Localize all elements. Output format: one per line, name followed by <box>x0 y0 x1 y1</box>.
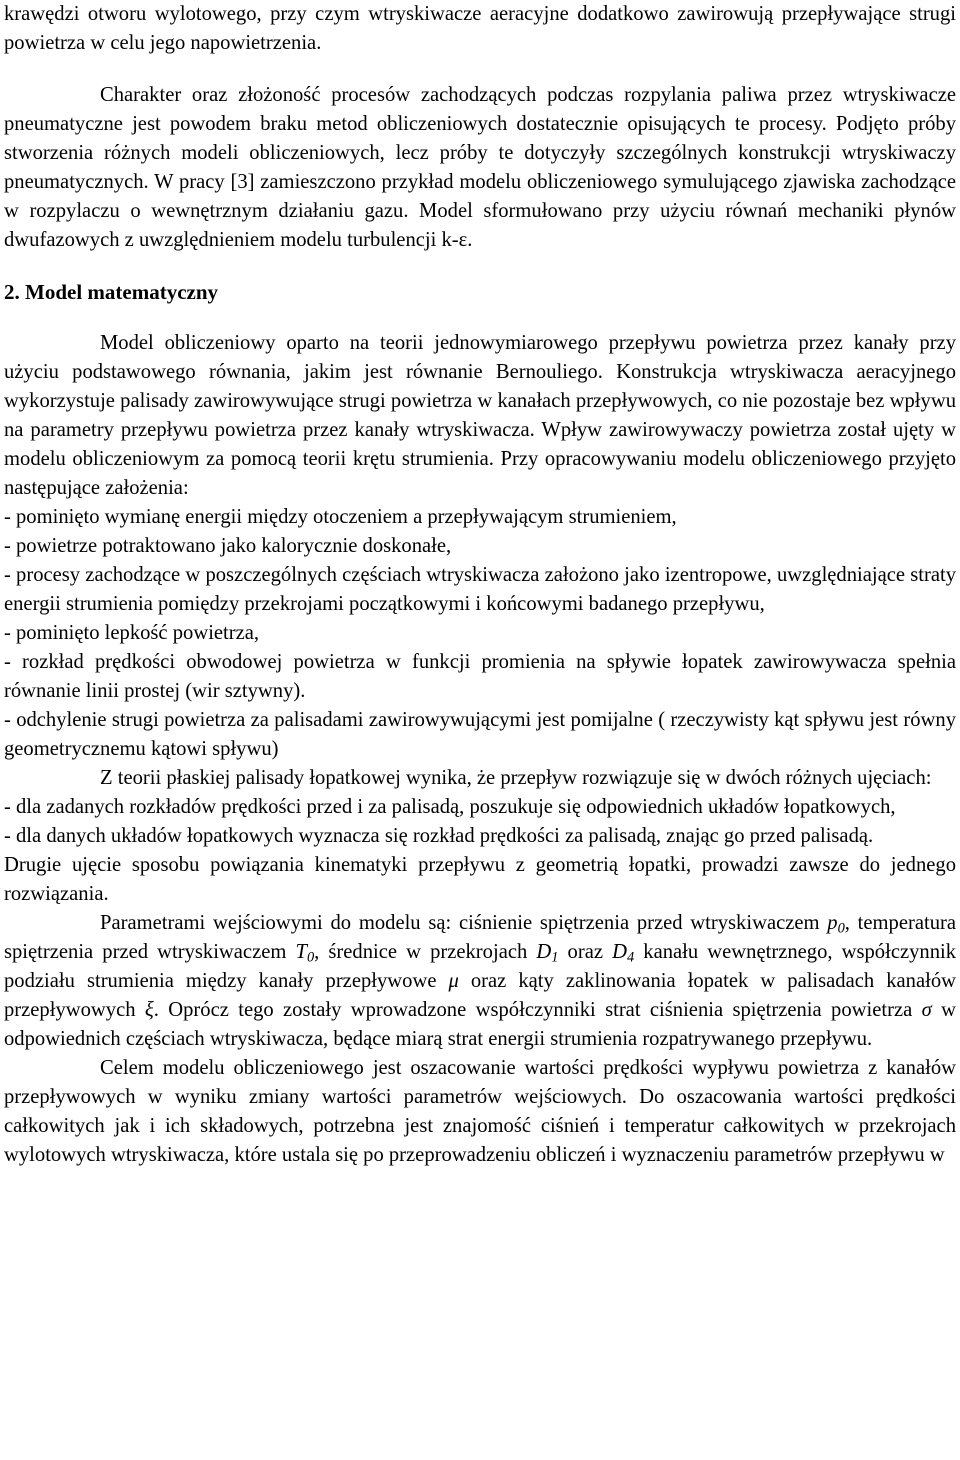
text-run: oraz kąty zaklinowania łopatek w palisadach kanałów przepływowych <box>4 970 956 1021</box>
text-run: oraz <box>558 941 613 963</box>
section-heading: 2. Model matematyczny <box>4 280 219 304</box>
subscript: 4 <box>626 949 635 966</box>
text-run: , temperatura spiętrzenia przed wtryskiwaczem <box>4 912 956 963</box>
symbol-D4 <box>612 941 635 966</box>
assumption-item: - odchylenie strugi powietrza za palisadami zawirowywującymi jest pomijalne ( rzeczywisty kąt spływu jest równy geometrycznemu kątowi spływu) <box>4 709 956 760</box>
assumption-item: - procesy zachodzące w poszczególnych częściach wtryskiwacza założono jako izentropowe, uwzględniające straty energii strumienia pomiędzy przekrojami początkowymi i końcowymi badanego przepływu, <box>4 564 956 615</box>
subscript: 0 <box>306 949 315 966</box>
text-run: . Oprócz tego zostały wprowadzone współczynniki strat ciśnienia spiętrzenia powietrza <box>153 999 922 1021</box>
paragraph-model-goal: Celem modelu obliczeniowego jest oszacowanie wartości prędkości wypływu powietrza z kanałów przepływowych w wyniku zmiany wartości parametrów wejściowych. Do oszacowania wartości prędkości całkowitych jak i ich składowych, potrzebna jest znajomość ciśnień i temperatur całkowitych w przekrojach wylotowych wtryskiwacza, które ustala się po przeprowadzeniu obliczeń i wyznaczeniu parametrów przepływu w <box>4 1057 956 1166</box>
text-run: , średnice w przekrojach <box>314 941 537 963</box>
paragraph-palisade-theory: Z teorii płaskiej palisady łopatkowej wynika, że przepływ rozwiązuje się w dwóch różnych ujęciach: <box>100 767 932 789</box>
symbol-p0 <box>827 912 845 937</box>
symbol-T0 <box>295 941 315 966</box>
symbol: T <box>295 941 307 963</box>
paragraph-input-parameters <box>4 909 956 1054</box>
symbol-mu: μ <box>448 970 459 992</box>
paragraph-character: Charakter oraz złożoność procesów zachodzących podczas rozpylania paliwa przez wtryskiwacze pneumatyczne jest powodem braku metod obliczeniowych dostatecznie opisujących te procesy. Podjęto próby stworzenia różnych modeli obliczeniowych, lecz próby te dotyczyły szczególnych konstrukcji wtryskiwaczy pneumatycznych. W pracy [3] zamieszczono przykład modelu obliczeniowego symulującego zjawiska zachodzące w rozpylaczu o wewnętrznym działaniu gazu. Model sformułowano przy użyciu równań mechaniki płynów dwufazowych z uwzględnieniem modelu turbulencji k-ε. <box>4 84 956 251</box>
assumption-item: - pominięto wymianę energii między otoczeniem a przepływającym strumieniem, <box>4 506 677 528</box>
subscript: 0 <box>837 920 845 937</box>
symbol: D <box>612 941 627 963</box>
approach-item: - dla zadanych rozkładów prędkości przed i za palisadą, poszukuje się odpowiednich układów łopatkowych, <box>4 796 896 818</box>
text-run: w odpowiednich częściach wtryskiwacza, będące miarą strat energii strumienia rozpatrywanego przepływu. <box>4 999 956 1050</box>
symbol-xi: ξ <box>144 999 154 1021</box>
assumption-item: - powietrze potraktowano jako kalorycznie doskonałe, <box>4 535 452 557</box>
paragraph-intro-continuation: krawędzi otworu wylotowego, przy czym wtryskiwacze aeracyjne dodatkowo zawirowują przepływające strugi powietrza w celu jego napowietrzenia. <box>4 3 956 54</box>
paragraph-second-approach: Drugie ujęcie sposobu powiązania kinematyki przepływu z geometrią łopatki, prowadzi zawsze do jednego rozwiązania. <box>4 854 956 905</box>
spacer <box>4 58 956 81</box>
paragraph-model: Model obliczeniowy oparto na teorii jednowymiarowego przepływu powietrza przez kanały przy użyciu podstawowego równania, jakim jest równanie Bernouliego. Konstrukcja wtryskiwacza aeracyjnego wykorzystuje palisady zawirowywujące strugi powietrza w kanałach przepływowych, co nie pozostaje bez wpływu na parametry przepływu powietrza przez kanały wtryskiwacza. Wpływ zawirowywaczy powietrza został ujęty w modelu obliczeniowym za pomocą teorii krętu strumienia. Przy opracowywaniu modelu obliczeniowego przyjęto następujące założenia: <box>4 332 956 499</box>
symbol: D <box>536 941 552 963</box>
symbol: p <box>827 912 838 934</box>
symbol-D1 <box>536 941 559 966</box>
subscript: 1 <box>551 949 559 966</box>
assumption-item: - rozkład prędkości obwodowej powietrza w funkcji promienia na spływie łopatek zawirowywacza spełnia równanie linii prostej (wir sztywny). <box>4 651 956 702</box>
text-run: kanału wewnętrznego, współczynnik podziału strumienia między kanały przepływowe <box>4 941 957 992</box>
assumption-item: - pominięto lepkość powietrza, <box>4 622 260 644</box>
symbol-sigma: σ <box>921 999 932 1021</box>
approach-item: - dla danych układów łopatkowych wyznacza się rozkład prędkości za palisadą, znając go przed palisadą. <box>4 825 874 847</box>
text-run: Parametrami wejściowymi do modelu są: ciśnienie spiętrzenia przed wtryskiwaczem <box>100 912 828 934</box>
